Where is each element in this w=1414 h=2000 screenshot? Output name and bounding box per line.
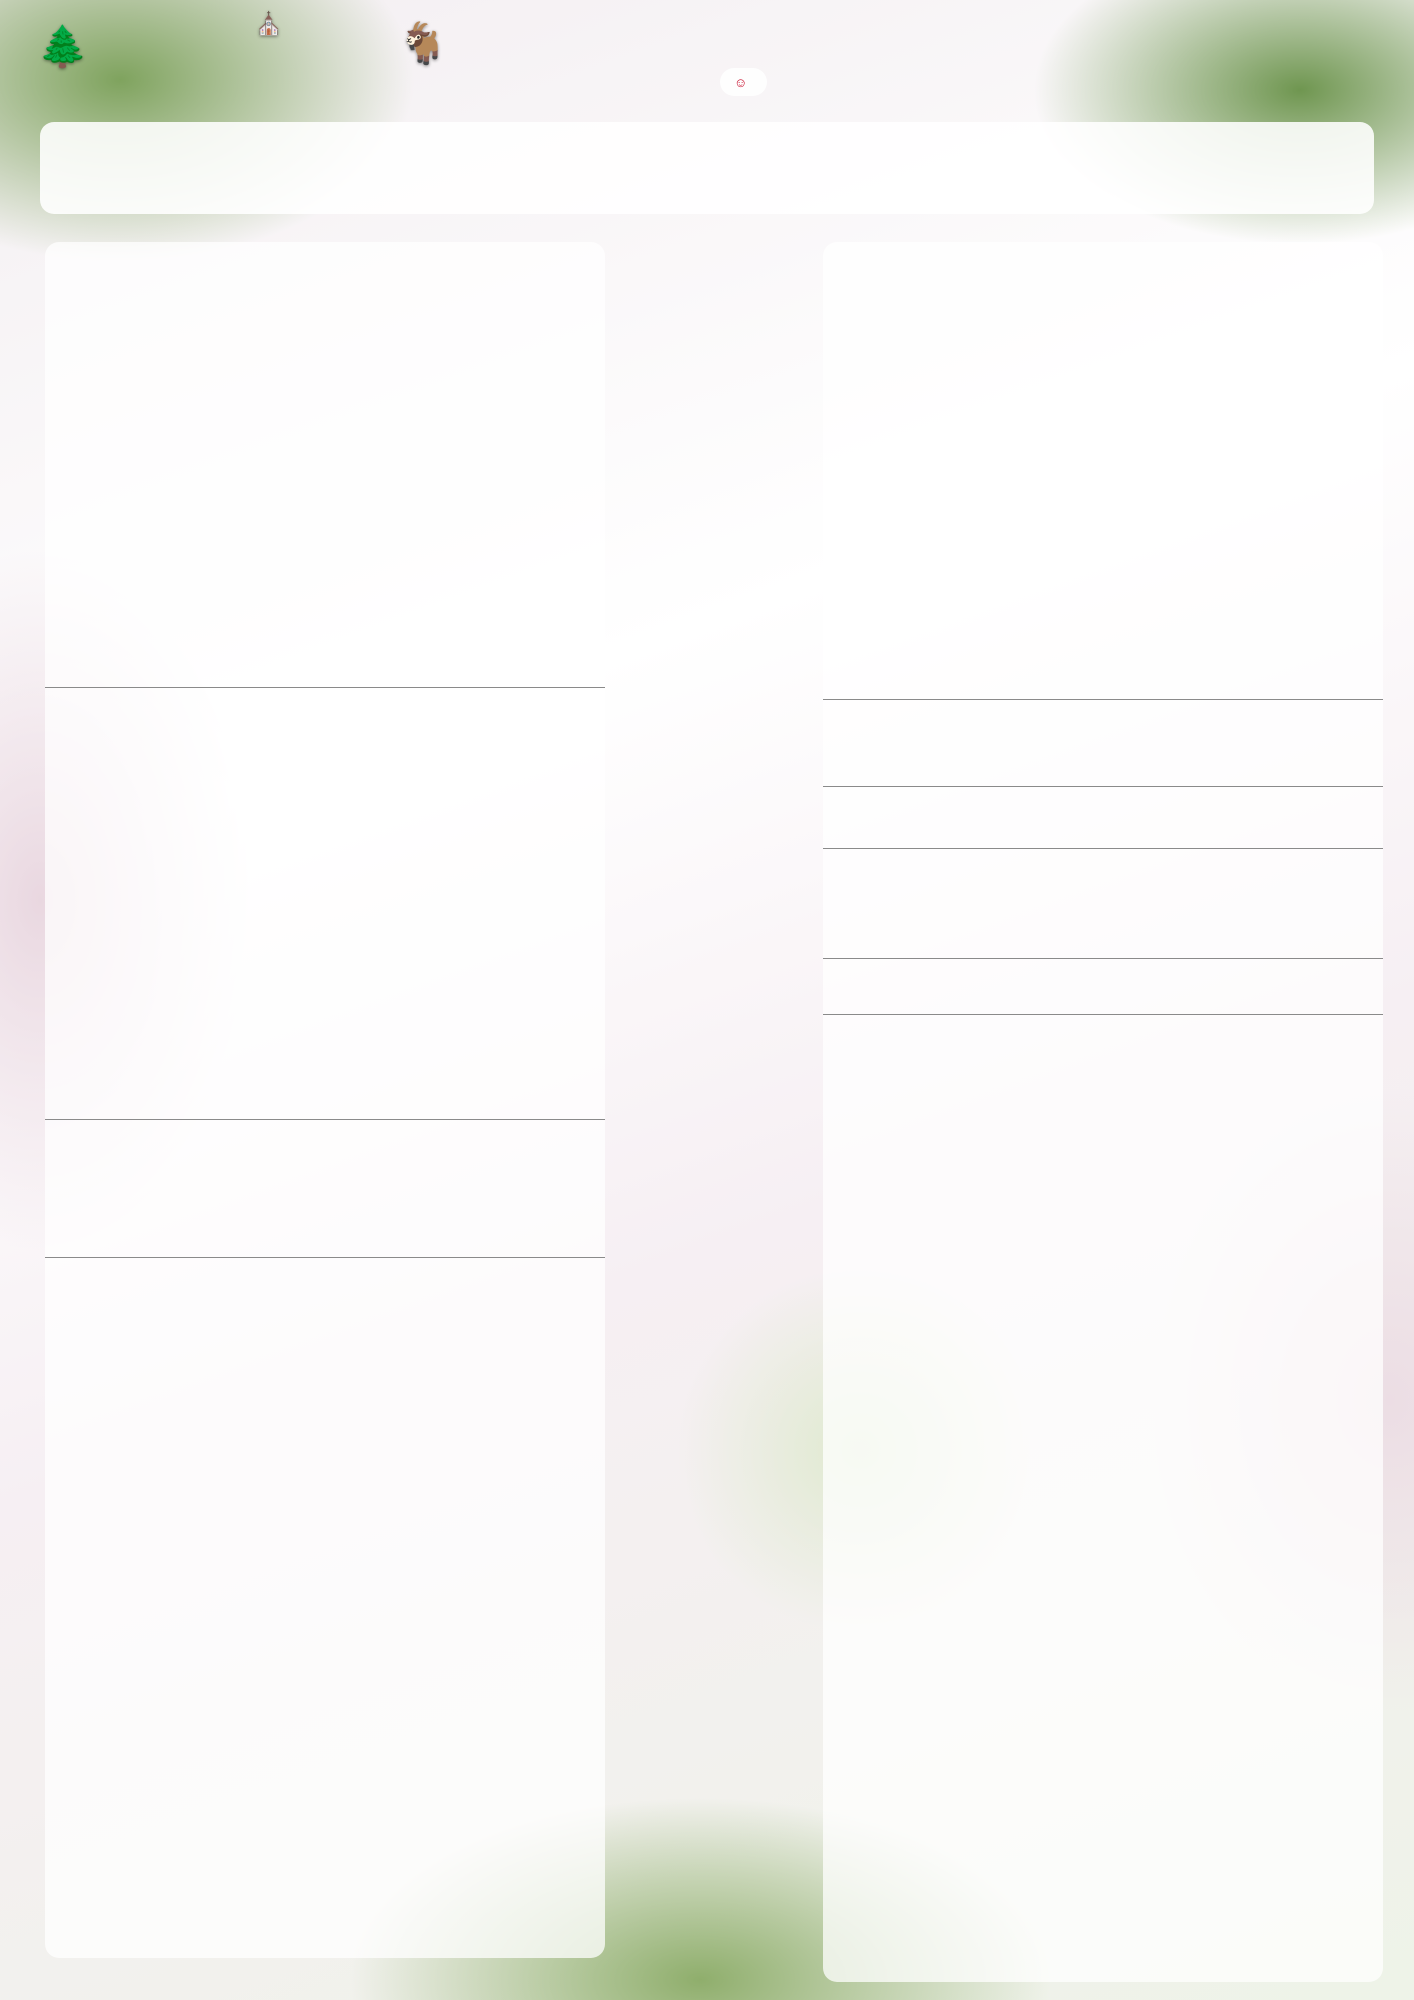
day-label [823, 708, 935, 710]
right-column [823, 242, 1383, 1982]
day-label [45, 250, 157, 252]
day-label [823, 1023, 935, 1025]
title-banner [40, 122, 1374, 214]
left-column [45, 242, 605, 1958]
day-label [45, 1128, 157, 1130]
day-block [45, 687, 605, 1120]
day-block [823, 958, 1383, 1015]
church-icon: ⛪ [255, 12, 283, 37]
day-label [45, 1266, 157, 1268]
day-label [823, 250, 935, 252]
day-block [45, 1257, 605, 1959]
day-block [823, 242, 1383, 699]
day-label [823, 857, 935, 859]
day-label [45, 696, 157, 698]
day-block [823, 1014, 1383, 1983]
day-label [823, 795, 935, 797]
header-bar [0, 0, 1414, 120]
day-block [45, 242, 605, 687]
goat-icon: 🐐 [398, 21, 448, 67]
braunlage-logo [38, 24, 168, 70]
family-icon: ☺ [734, 74, 748, 90]
day-block [45, 1119, 605, 1258]
tree-icon: 🌲 [38, 24, 88, 70]
day-label [823, 967, 935, 969]
day-block [823, 848, 1383, 959]
day-block [823, 699, 1383, 787]
day-block [823, 786, 1383, 849]
family-friendly-legend [720, 68, 767, 96]
